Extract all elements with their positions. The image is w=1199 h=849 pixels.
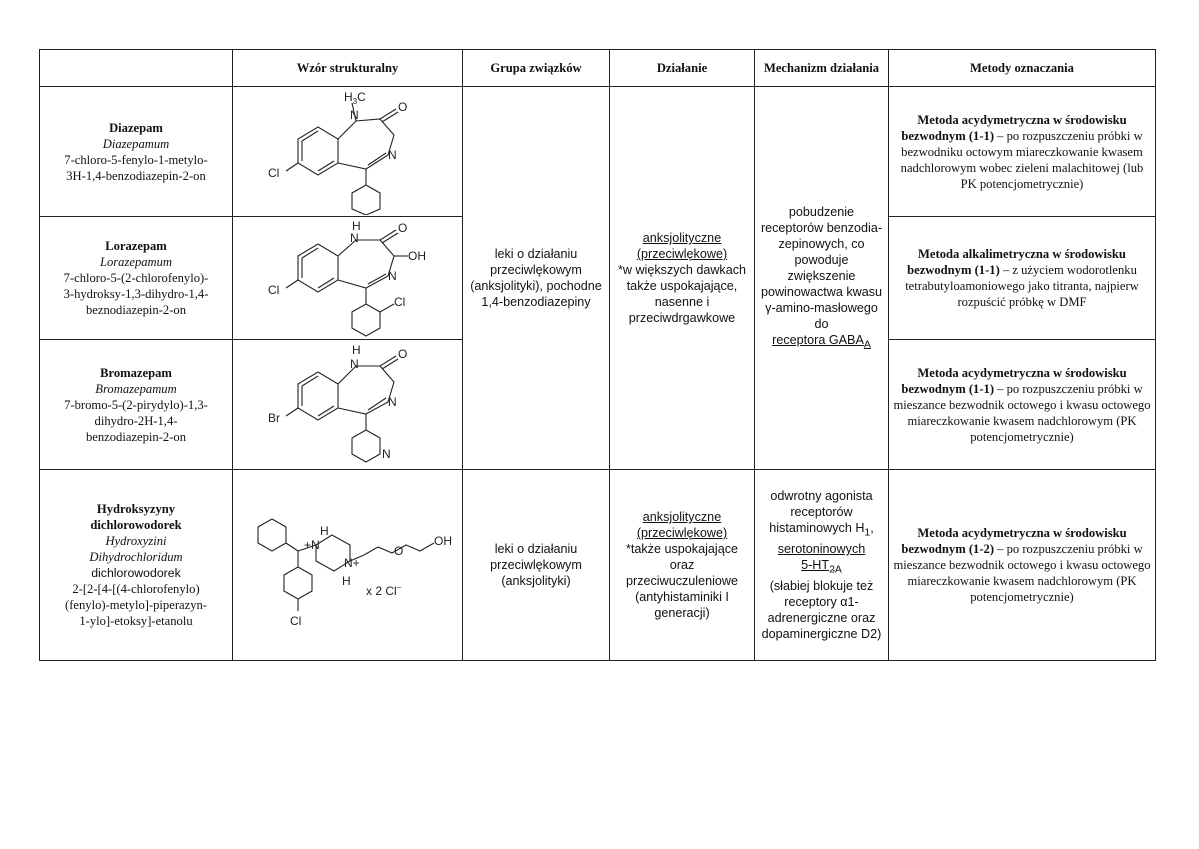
diazepam-o-label: O [397, 99, 407, 114]
hydroxyzine-action-cell [610, 470, 755, 661]
header-structure: Wzór strukturalny [233, 50, 463, 87]
lorazepam-iupac-2: 3-hydroksy-1,3-dihydro-1,4- [63, 287, 209, 301]
diazepam-name: Diazepam [109, 120, 163, 135]
hydroxyzine-name-cell [40, 470, 233, 661]
bromazepam-structure-cell [233, 340, 463, 470]
lorazepam-name-cell [40, 217, 233, 340]
header-empty [40, 50, 233, 87]
benzo-action-rest: *w większych dawkach także uspokajające, nasenne i przeciwdrgawkowe [617, 263, 747, 325]
lorazepam-structure [248, 218, 448, 338]
hydroxyzine-mech-u2: $5-HT_{2A}$ [801, 558, 842, 576]
hydroxyzine-iupac-1: 2-[2-[4-[(4-chlorofenylo) [72, 582, 200, 596]
bromazepam-structure [248, 342, 448, 468]
lorazepam-iupac-1: 7-chloro-5-(2-chlorofenylo)- [63, 271, 209, 285]
header-mechanism: Mechanizm działania [755, 50, 889, 87]
benzo-mechanism-text: pobudzenie receptorów benzodia-zepinowych, co powoduje zwiększenie powinowactwa kwasu γ-amino-masłowego do [760, 204, 883, 331]
bromazepam-iupac-3: benzodiazepin-2-on [85, 429, 186, 444]
hydroxyzine-pl: dichlorowodorek [91, 566, 181, 580]
bromazepam-method-cell: Metoda acydymetryczna w środowisku bezwodnym (1-1) – po rozpuszczeniu próbki w mieszance bezwodnik octowego i kwasu octowego miareczkowanie kwasem nadchlorowym (PK potencjometrycznie) [889, 340, 1156, 470]
hydroxyzine-iupac-3: 1-ylo]-etoksy]-etanolu [79, 614, 193, 628]
diazepam-name-cell [40, 87, 233, 217]
hydroxyzine-method-cell: Metoda acydymetryczna w środowisku bezwodnym (1-2) – po rozpuszczeniu próbki w mieszance bezwodnik octowego i kwasu octowego miareczkowanie kwasem nadchlorowym (PK potencjometrycznie) [889, 470, 1156, 661]
hydroxyzine-o-label: O [393, 544, 403, 558]
lorazepam-name: Lorazepam [105, 239, 167, 253]
hydroxyzine-h2-label: H [341, 574, 351, 588]
bromazepam-o-label: O [397, 346, 407, 361]
bromazepam-br-label: Br [267, 410, 280, 425]
compound-table [39, 49, 1156, 661]
row-diazepam [40, 87, 1156, 217]
lorazepam-iupac-3: beznodiazepin-2-on [85, 303, 186, 317]
hydroxyzine-salt-label: x 2 Cl− [365, 583, 401, 598]
lorazepam-cl-label: Cl [267, 283, 279, 297]
benzo-action-u2: (przeciwlękowe) [636, 247, 728, 261]
bromazepam-name-cell [40, 340, 233, 470]
hydroxyzine-iupac-2: (fenylo)-metylo]-piperazyn- [65, 598, 207, 612]
lorazepam-h-label: H [351, 219, 361, 233]
benzo-group-cell: leki o działaniu przeciwlękowym (anksjolityki), pochodne 1,4-benzodiazepiny [463, 87, 610, 470]
hydroxyzine-mech-rest: (słabiej blokuje też receptory α1-adrenergiczne oraz dopaminergiczne D2) [761, 578, 882, 641]
hydroxyzine-latin-2: Dihydrochloridum [89, 550, 183, 564]
bromazepam-n1-label: N [349, 356, 359, 371]
hydroxyzine-mechanism-cell [755, 470, 889, 661]
benzo-mechanism-receptor: receptora $GABA_A$ [772, 332, 871, 351]
bromazepam-iupac-1: 7-bromo-5-(2-pirydylo)-1,3- [64, 397, 208, 412]
diazepam-ch3-label: $H_3C$ [343, 89, 366, 106]
benzo-action-u1: anksjolityczne [642, 231, 722, 245]
diazepam-n1-label: N [349, 107, 359, 122]
lorazepam-cl2-label: Cl [393, 295, 405, 309]
header-row [40, 50, 1156, 87]
bromazepam-latin: Bromazepamum [95, 381, 177, 396]
hydroxyzine-action-u2: (przeciwlękowe) [636, 526, 728, 540]
bromazepam-h-label: H [351, 342, 361, 357]
lorazepam-method-cell: Metoda alkalimetryczna w środowisku bezwodnym (1-1) – z użyciem wodorotlenku tetrabutyloamoniowego jako titranta, najpierw rozpuścić próbkę w DMF [889, 217, 1156, 340]
hydroxyzine-structure-cell [233, 470, 463, 661]
lorazepam-o-label: O [397, 221, 407, 235]
hydroxyzine-n2-label: N+ [343, 556, 360, 570]
hydroxyzine-name-2: dichlorowodorek [90, 518, 182, 532]
lorazepam-n1-label: N [349, 231, 359, 245]
diazepam-cl-label: Cl [267, 165, 279, 180]
hydroxyzine-name-1: Hydroksyzyny [96, 502, 176, 516]
bromazepam-pyridine-n-label: N [381, 446, 391, 461]
benzo-action-cell [610, 87, 755, 470]
hydroxyzine-h1-label: H [319, 524, 329, 538]
hydroxyzine-action-rest: *także uspokajające oraz przeciwuczuleniowe (antyhistaminiki I generacji) [625, 542, 738, 620]
row-hydroxyzine [40, 470, 1156, 661]
diazepam-iupac-2: 3H-1,4-benzodiazepin-2-on [66, 168, 206, 183]
hydroxyzine-mech-u1: serotoninowych [777, 542, 866, 556]
hydroxyzine-group-cell: leki o działaniu przeciwlękowym (anksjolityki) [463, 470, 610, 661]
hydroxyzine-cl-label: Cl [289, 614, 301, 628]
diazepam-latin: Diazepamum [102, 136, 170, 151]
diazepam-iupac-1: 7-chloro-5-fenylo-1-metylo- [64, 152, 208, 167]
bromazepam-name: Bromazepam [100, 365, 172, 380]
header-group: Grupa związków [463, 50, 610, 87]
diazepam-method-cell: Metoda acydymetryczna w środowisku bezwodnym (1-1) – po rozpuszczeniu próbki w bezwodniku octowym miareczkowanie kwasem nadchlorowym wobec zieleni malachitowej (lub PK potencjometrycznie) [889, 87, 1156, 217]
hydroxyzine-n1-label: +N [303, 538, 320, 552]
bromazepam-iupac-2: dihydro-2H-1,4- [94, 413, 178, 428]
benzo-mechanism-cell [755, 87, 889, 470]
lorazepam-oh-label: OH [407, 249, 426, 263]
lorazepam-structure-cell [233, 217, 463, 340]
header-methods: Metody oznaczania [889, 50, 1156, 87]
header-action: Działanie [610, 50, 755, 87]
hydroxyzine-mech-1: odwrotny agonista receptorów histaminowych $H_1$, [769, 489, 874, 539]
diazepam-structure [248, 89, 448, 215]
hydroxyzine-oh-label: OH [433, 534, 452, 548]
diazepam-n4-label: N [387, 147, 397, 162]
lorazepam-latin: Lorazepamum [99, 255, 173, 269]
hydroxyzine-structure [236, 495, 460, 635]
diazepam-structure-cell [233, 87, 463, 217]
lorazepam-n4-label: N [387, 269, 397, 283]
hydroxyzine-action-u1: anksjolityczne [642, 510, 722, 524]
hydroxyzine-latin-1: Hydroxyzini [105, 534, 167, 548]
bromazepam-n4-label: N [387, 394, 397, 409]
